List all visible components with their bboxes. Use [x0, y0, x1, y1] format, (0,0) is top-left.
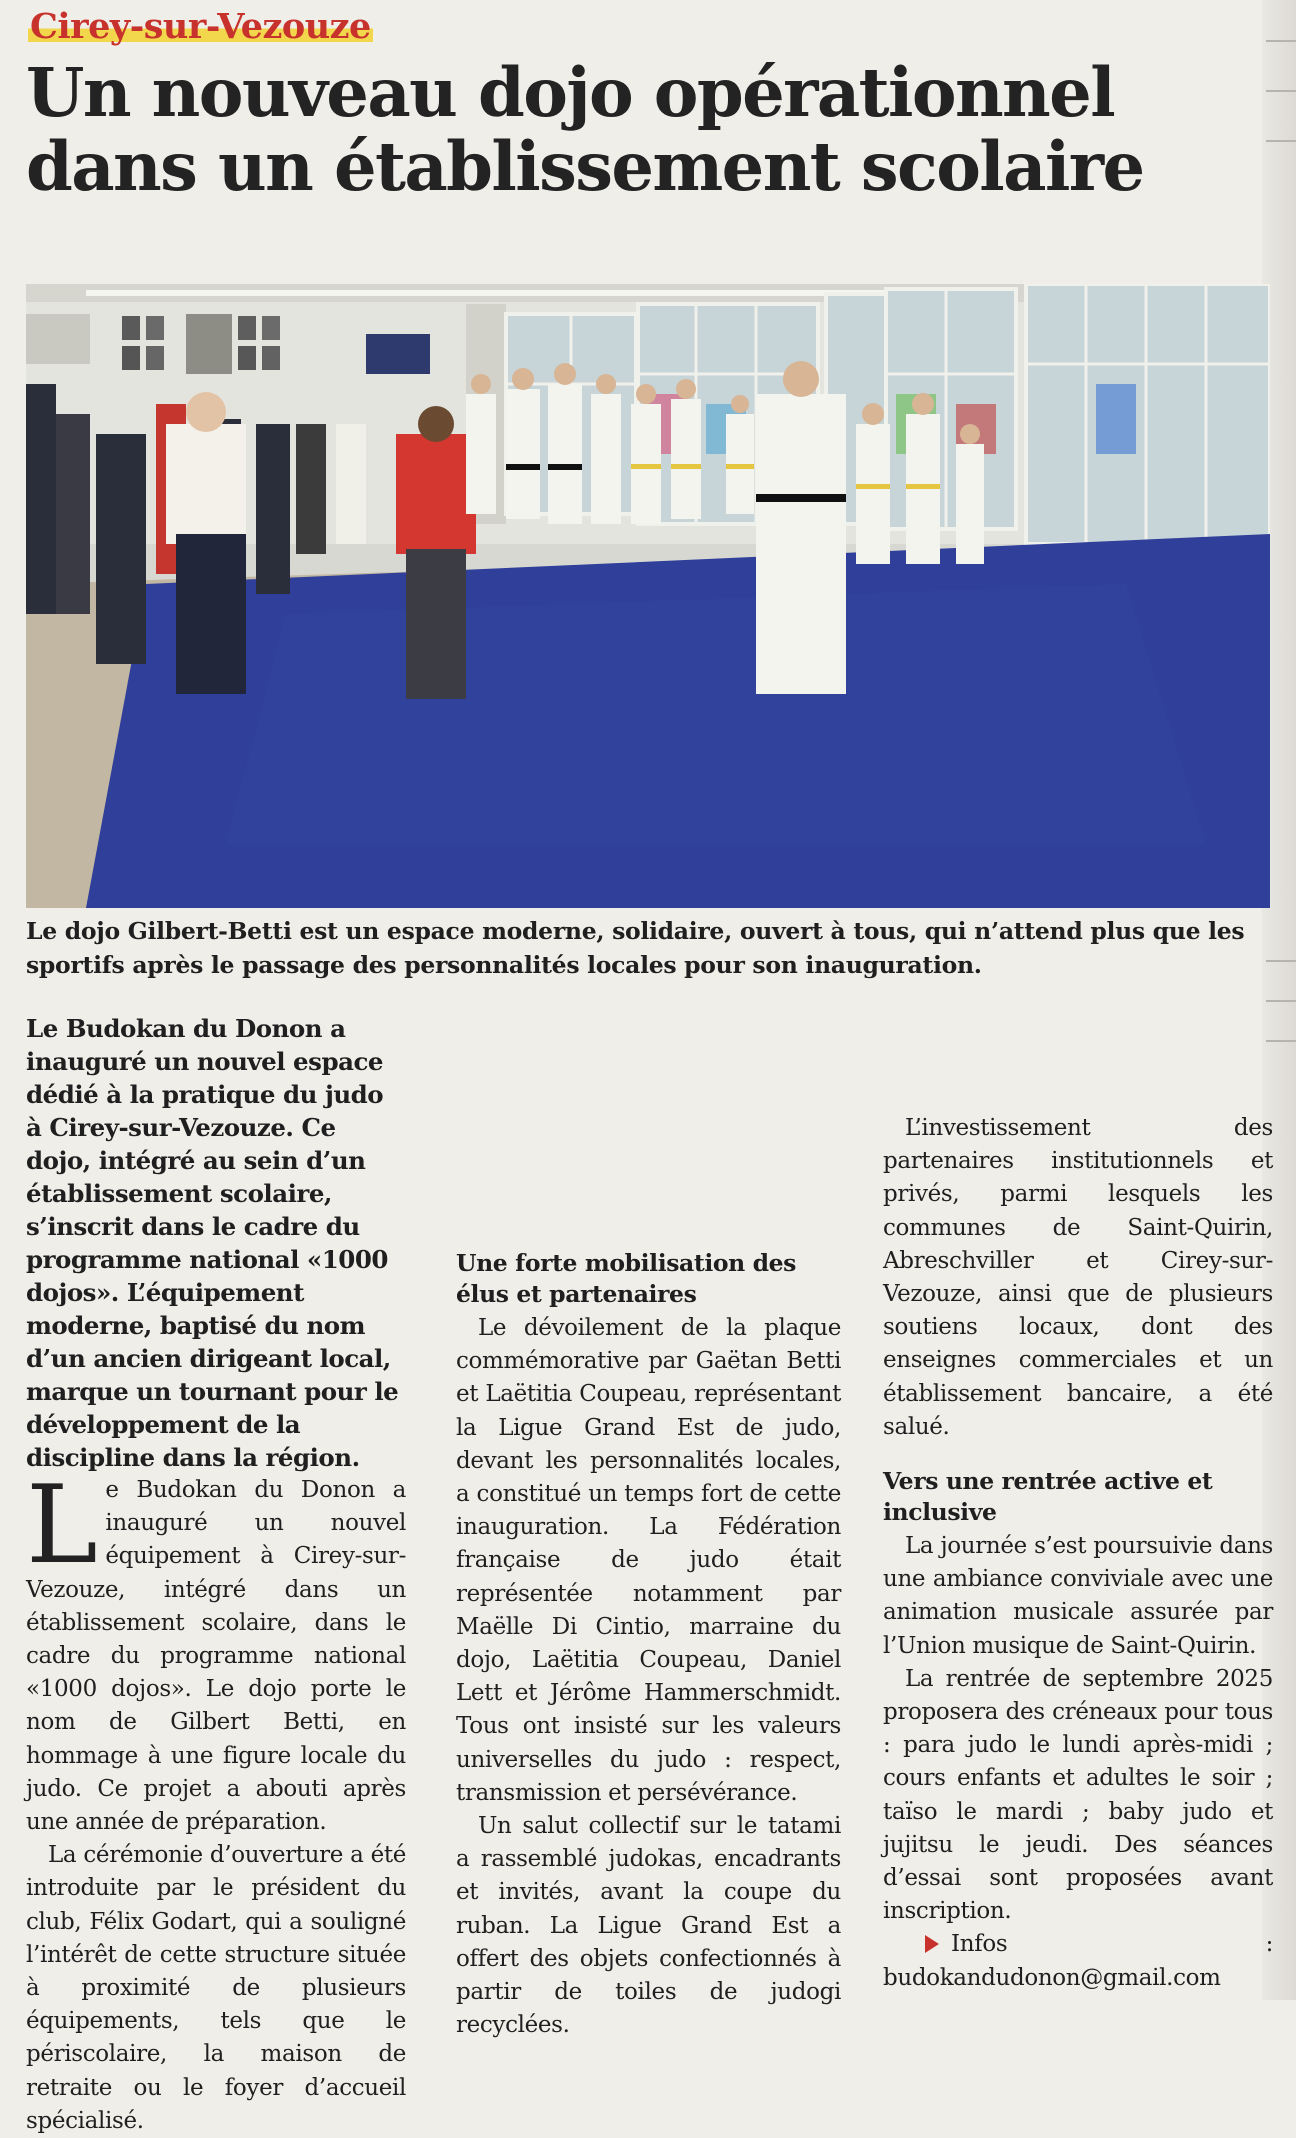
arrow-icon — [925, 1935, 939, 1953]
subheading-rentree: Vers une rentrée active et inclusive — [883, 1467, 1213, 1527]
article-chapo: Le Budokan du Donon a inauguré un nouvel espace dédié à la pratique du judo à Cirey-sur-Vezouze. Ce dojo, intégré au sein d’un établissement scolaire, s’inscrit dans le cadre du programme national «1000 dojos». L’équipement moderne, baptisé du nom d’un ancien dirigeant local, marque un tournant pour le développement de la discipline dans la région. — [26, 1014, 399, 1472]
article-column-3 — [883, 1012, 1273, 1995]
article-paragraph-6: La journée s’est poursuivie dans une ambiance conviviale avec une animation musicale assurée par l’Union musique de Saint-Quirin. — [883, 1533, 1273, 1659]
article-paragraph-2: La cérémonie d’ouverture a été introduite par le président du club, Félix Godart, qui a souligné l’intérêt de cette structure située à proximité de plusieurs équipements, tels que le périscolaire, la maison de retraite ou le foyer d’accueil spécialisé. — [26, 1842, 406, 2134]
article-column-1 — [26, 1012, 406, 2138]
article-paragraph-5: L’investissement des partenaires institutionnels et privés, parmi lesquels les communes de Saint-Quirin, Abreschviller et Cirey-sur-Vezouze, ainsi que de plusieurs soutiens locaux, dont des enseignes commerciales et un établissement bancaire, a été salué. — [883, 1115, 1273, 1440]
article-paragraph-1: e Budokan du Donon a inauguré un nouvel équipement à Cirey-sur-Vezouze, intégré dans un établissement scolaire, dans le cadre du programme national «1000 dojos». Le dojo porte le nom de Gilbert Betti, en hommage à une figure locale du judo. Ce projet a abouti après une année de préparation. — [26, 1477, 406, 1836]
infos-line — [883, 1928, 1273, 1994]
article-paragraph-7: La rentrée de septembre 2025 proposera des créneaux pour tous : para judo le lundi après-midi ; cours enfants et adultes le soir ; taïso le mardi ; baby judo et jujitsu le jeudi. Des séances d’essai sont proposées avant inscription. — [883, 1665, 1273, 1925]
infos-email: Infos : budokandudonon@gmail.com — [883, 1931, 1273, 1991]
subheading-mobilisation: Une forte mobilisation des élus et partenaires — [456, 1249, 797, 1308]
article-paragraph-3: Le dévoilement de la plaque commémorative par Gaëtan Betti et Laëtitia Coupeau, représentant la Ligue Grand Est de judo, devant les personnalités locales, a constitué un temps fort de cette inauguration. La Fédération française de judo était représentée notamment par Maëlle Di Cintio, marraine du dojo, Laëtitia Coupeau, Daniel Lett et Jérôme Hammerschmidt. Tous ont insisté sur les valeurs universelles du judo : respect, transmission et persévérance. — [456, 1315, 841, 1806]
article-headline: Un nouveau dojo opérationnel dans un établissement scolaire — [26, 53, 1144, 206]
photo-caption: Le dojo Gilbert-Betti est un espace moderne, solidaire, ouvert à tous, qui n’attend plus que les sportifs après le passage des personnalités locales pour son inauguration. — [26, 917, 1245, 979]
dojo-photo — [26, 284, 1270, 908]
article-column-2 — [456, 1012, 841, 2042]
article-kicker: Cirey-sur-Vezouze — [30, 6, 371, 47]
lead-paragraph-wrap — [26, 1463, 406, 1839]
dropcap-letter: L — [26, 1463, 98, 1588]
article-paragraph-4: Un salut collectif sur le tatami a rassemblé judokas, encadrants et invités, avant la coupe du ruban. La Ligue Grand Est a offert des objets confectionnés à partir de toiles de judogi recyclées. — [456, 1813, 841, 2039]
